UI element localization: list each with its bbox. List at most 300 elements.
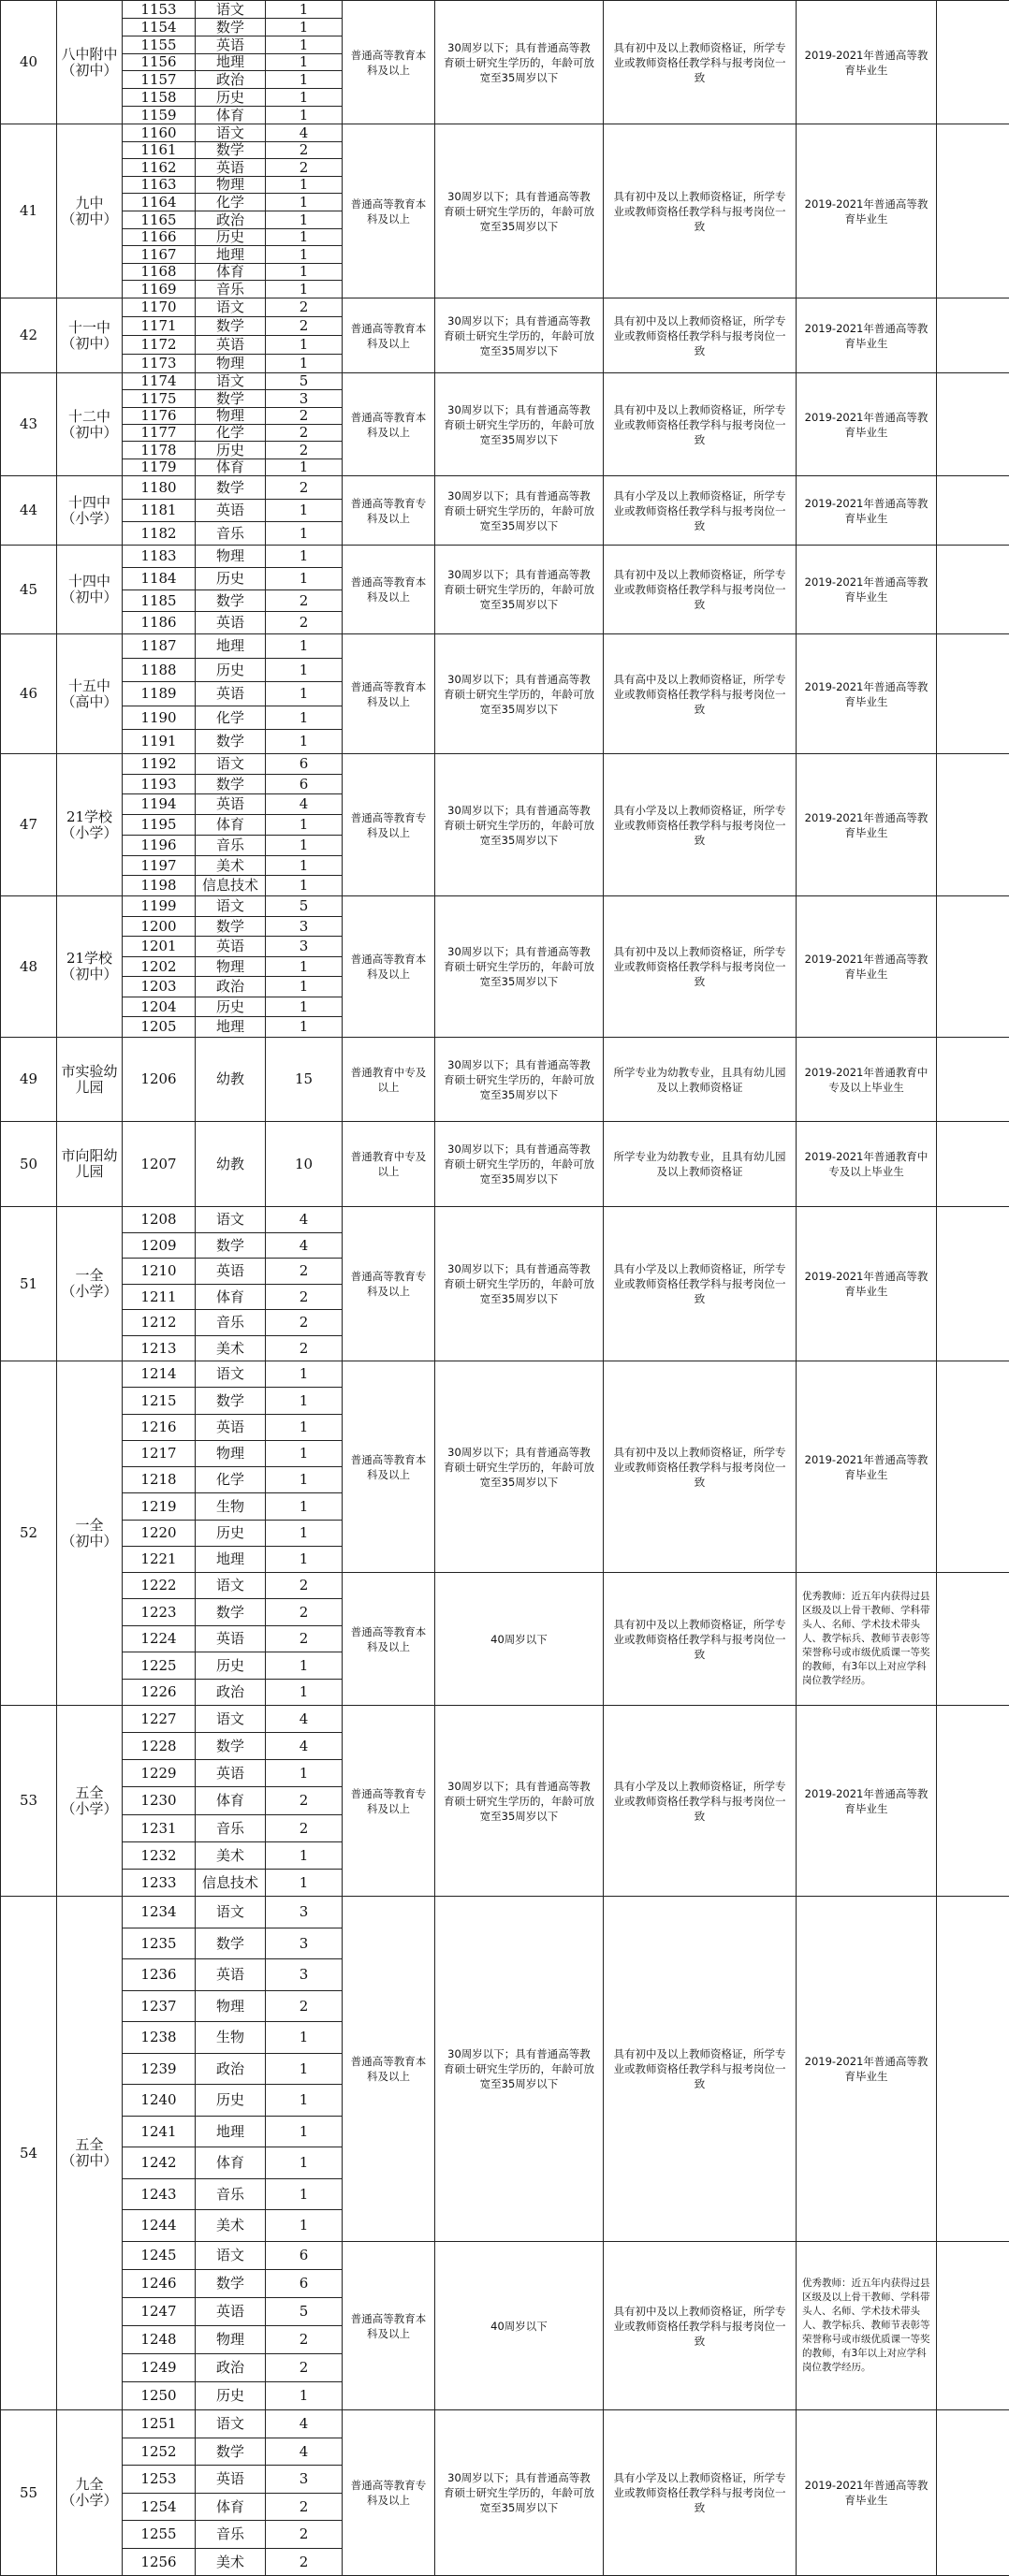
post-count: 2 <box>265 2325 343 2354</box>
subject: 英语 <box>195 1958 266 1991</box>
post-count: 2 <box>265 2520 343 2549</box>
post-code: 1171 <box>122 316 196 336</box>
post-code: 1234 <box>122 1896 196 1928</box>
post-code: 1241 <box>122 2116 196 2147</box>
age-requirement: 30周岁以下；具有普通高等教育硕士研究生学历的，年龄可放宽至35周岁以下 <box>434 1705 604 1897</box>
post-code: 1209 <box>122 1232 196 1259</box>
post-count: 1 <box>265 193 343 211</box>
post-code: 1213 <box>122 1335 196 1361</box>
post-count: 1 <box>265 567 343 590</box>
remark-cell <box>936 1896 1009 2242</box>
age-requirement: 30周岁以下；具有普通高等教育硕士研究生学历的，年龄可放宽至35周岁以下 <box>434 298 604 373</box>
post-code: 1254 <box>122 2493 196 2521</box>
school-name: 八中附中 （初中） <box>56 0 123 124</box>
subject: 数学 <box>195 2269 266 2298</box>
school-name: 一全 （小学） <box>56 1206 123 1361</box>
group-index: 46 <box>0 633 57 754</box>
subject: 化学 <box>195 193 266 211</box>
subject: 音乐 <box>195 835 266 856</box>
remark-cell <box>936 1206 1009 1361</box>
post-code: 1178 <box>122 441 196 459</box>
post-code: 1160 <box>122 124 196 142</box>
post-code: 1169 <box>122 280 196 298</box>
certificate-requirement: 具有高中及以上教师资格证，所学专业或教师资格任教学科与报考岗位一致 <box>603 633 797 754</box>
subject: 物理 <box>195 956 266 977</box>
subject: 物理 <box>195 1440 266 1467</box>
subject: 体育 <box>195 458 266 476</box>
post-code: 1242 <box>122 2147 196 2179</box>
post-count: 2 <box>265 1814 343 1842</box>
post-code: 1256 <box>122 2548 196 2576</box>
subject: 地理 <box>195 245 266 264</box>
post-count: 3 <box>265 1928 343 1959</box>
subject: 物理 <box>195 407 266 425</box>
age-requirement: 30周岁以下；具有普通高等教育硕士研究生学历的，年龄可放宽至35周岁以下 <box>434 475 604 546</box>
subject: 语文 <box>195 372 266 390</box>
other-requirement: 2019-2021年普通高等教育毕业生 <box>796 124 937 298</box>
subject: 英语 <box>195 611 266 634</box>
post-code: 1246 <box>122 2269 196 2298</box>
subject: 语文 <box>195 895 266 917</box>
post-count: 1 <box>265 633 343 659</box>
subject: 英语 <box>195 936 266 957</box>
post-count: 2 <box>265 441 343 459</box>
certificate-requirement: 所学专业为幼教专业，且具有幼儿园及以上教师资格证 <box>603 1037 797 1122</box>
age-requirement: 30周岁以下；具有普通高等教育硕士研究生学历的，年龄可放宽至35周岁以下 <box>434 545 604 634</box>
subject: 音乐 <box>195 2520 266 2549</box>
post-code: 1157 <box>122 70 196 89</box>
subject: 语文 <box>195 2241 266 2270</box>
subject: 幼教 <box>195 1121 266 1207</box>
post-code: 1217 <box>122 1440 196 1467</box>
remark-cell <box>936 1361 1009 1573</box>
post-count: 3 <box>265 936 343 957</box>
post-count: 2 <box>265 1625 343 1652</box>
subject: 音乐 <box>195 1309 266 1336</box>
post-code: 1225 <box>122 1652 196 1680</box>
group-index: 43 <box>0 372 57 476</box>
subject: 数学 <box>195 475 266 500</box>
age-requirement: 30周岁以下；具有普通高等教育硕士研究生学历的，年龄可放宽至35周岁以下 <box>434 1896 604 2242</box>
post-code: 1252 <box>122 2438 196 2466</box>
subject: 英语 <box>195 1258 266 1285</box>
age-requirement: 30周岁以下；具有普通高等教育硕士研究生学历的，年龄可放宽至35周岁以下 <box>434 372 604 476</box>
subject: 数学 <box>195 729 266 754</box>
education-requirement: 普通高等教育专科及以上 <box>342 475 435 546</box>
post-code: 1197 <box>122 855 196 876</box>
subject: 美术 <box>195 1335 266 1361</box>
subject: 数学 <box>195 1928 266 1959</box>
post-code: 1216 <box>122 1414 196 1441</box>
post-count: 1 <box>265 997 343 1017</box>
post-code: 1243 <box>122 2178 196 2210</box>
post-count: 1 <box>265 53 343 71</box>
post-code: 1170 <box>122 298 196 317</box>
post-count: 10 <box>265 1121 343 1207</box>
post-code: 1190 <box>122 706 196 730</box>
post-count: 2 <box>265 424 343 442</box>
school-name: 市实验幼 儿园 <box>56 1037 123 1122</box>
subject: 数学 <box>195 1232 266 1259</box>
subject: 政治 <box>195 70 266 89</box>
post-code: 1206 <box>122 1037 196 1122</box>
subject: 数学 <box>195 141 266 159</box>
post-count: 2 <box>265 1990 343 2022</box>
subject: 英语 <box>195 2465 266 2494</box>
post-count: 4 <box>265 793 343 815</box>
post-count: 1 <box>265 228 343 246</box>
certificate-requirement: 具有初中及以上教师资格证，所学专业或教师资格任教学科与报考岗位一致 <box>603 895 797 1038</box>
subject: 音乐 <box>195 280 266 298</box>
other-requirement: 2019-2021年普通高等教育毕业生 <box>796 475 937 546</box>
age-requirement: 30周岁以下；具有普通高等教育硕士研究生学历的，年龄可放宽至35周岁以下 <box>434 124 604 298</box>
post-count: 1 <box>265 211 343 229</box>
school-name: 十四中 （小学） <box>56 475 123 546</box>
post-count: 1 <box>265 2116 343 2147</box>
school-name: 市向阳幼 儿园 <box>56 1121 123 1207</box>
other-requirement: 2019-2021年普通高等教育毕业生 <box>796 1896 937 2242</box>
subject: 物理 <box>195 176 266 194</box>
subject: 体育 <box>195 814 266 836</box>
post-count: 1 <box>265 681 343 706</box>
post-count: 1 <box>265 2084 343 2117</box>
post-count: 2 <box>265 141 343 159</box>
post-count: 1 <box>265 18 343 36</box>
post-count: 5 <box>265 2297 343 2326</box>
post-count: 2 <box>265 1786 343 1815</box>
subject: 英语 <box>195 158 266 177</box>
post-count: 1 <box>265 1546 343 1573</box>
post-code: 1207 <box>122 1121 196 1207</box>
subject: 语文 <box>195 2409 266 2438</box>
subject: 语文 <box>195 1361 266 1388</box>
post-count: 1 <box>265 280 343 298</box>
subject: 英语 <box>195 793 266 815</box>
post-count: 1 <box>265 956 343 977</box>
post-code: 1156 <box>122 53 196 71</box>
school-name: 十二中 （初中） <box>56 372 123 476</box>
post-code: 1176 <box>122 407 196 425</box>
post-code: 1255 <box>122 2520 196 2549</box>
post-code: 1204 <box>122 997 196 1017</box>
remark-cell <box>936 124 1009 298</box>
other-requirement: 2019-2021年普通高等教育毕业生 <box>796 372 937 476</box>
post-code: 1205 <box>122 1016 196 1038</box>
post-code: 1235 <box>122 1928 196 1959</box>
subject: 历史 <box>195 567 266 590</box>
post-code: 1200 <box>122 916 196 937</box>
post-count: 1 <box>265 1759 343 1787</box>
post-count: 1 <box>265 814 343 836</box>
post-count: 1 <box>265 1869 343 1897</box>
post-count: 2 <box>265 589 343 612</box>
education-requirement: 普通高等教育本科及以上 <box>342 895 435 1038</box>
subject: 体育 <box>195 1786 266 1815</box>
education-requirement: 普通教育中专及以上 <box>342 1121 435 1207</box>
subject: 英语 <box>195 1625 266 1652</box>
remark-cell <box>936 0 1009 124</box>
post-code: 1184 <box>122 567 196 590</box>
post-code: 1192 <box>122 753 196 775</box>
post-count: 2 <box>265 407 343 425</box>
group-index: 54 <box>0 1896 57 2410</box>
post-count: 2 <box>265 316 343 336</box>
remark-cell <box>936 2409 1009 2576</box>
subject: 英语 <box>195 499 266 522</box>
post-code: 1220 <box>122 1520 196 1547</box>
subject: 语文 <box>195 753 266 775</box>
post-count: 2 <box>265 1258 343 1285</box>
post-code: 1187 <box>122 633 196 659</box>
post-count: 1 <box>265 545 343 568</box>
subject: 历史 <box>195 2381 266 2410</box>
post-count: 1 <box>265 855 343 876</box>
post-code: 1196 <box>122 835 196 856</box>
certificate-requirement: 具有初中及以上教师资格证，所学专业或教师资格任教学科与报考岗位一致 <box>603 1572 797 1706</box>
subject: 数学 <box>195 1387 266 1415</box>
post-code: 1222 <box>122 1572 196 1599</box>
certificate-requirement: 具有小学及以上教师资格证，所学专业或教师资格任教学科与报考岗位一致 <box>603 753 797 896</box>
post-count: 2 <box>265 158 343 177</box>
post-code: 1232 <box>122 1841 196 1870</box>
post-code: 1240 <box>122 2084 196 2117</box>
post-count: 2 <box>265 1284 343 1310</box>
other-requirement: 2019-2021年普通高等教育毕业生 <box>796 2409 937 2576</box>
certificate-requirement: 具有小学及以上教师资格证，所学专业或教师资格任教学科与报考岗位一致 <box>603 1206 797 1361</box>
post-code: 1212 <box>122 1309 196 1336</box>
remark-cell <box>936 2241 1009 2410</box>
certificate-requirement: 具有小学及以上教师资格证，所学专业或教师资格任教学科与报考岗位一致 <box>603 475 797 546</box>
post-count: 1 <box>265 835 343 856</box>
post-count: 3 <box>265 1896 343 1928</box>
age-requirement: 30周岁以下；具有普通高等教育硕士研究生学历的，年龄可放宽至35周岁以下 <box>434 1037 604 1122</box>
post-count: 1 <box>265 2178 343 2210</box>
age-requirement: 40周岁以下 <box>434 2241 604 2410</box>
post-count: 4 <box>265 2438 343 2466</box>
subject: 体育 <box>195 106 266 124</box>
post-code: 1218 <box>122 1466 196 1493</box>
post-count: 2 <box>265 1335 343 1361</box>
post-count: 3 <box>265 1958 343 1991</box>
post-count: 6 <box>265 2269 343 2298</box>
other-requirement: 2019-2021年普通教育中专及以上毕业生 <box>796 1037 937 1122</box>
post-count: 5 <box>265 372 343 390</box>
subject: 地理 <box>195 1546 266 1573</box>
post-code: 1175 <box>122 389 196 408</box>
school-name: 九全 （小学） <box>56 2409 123 2576</box>
group-index: 44 <box>0 475 57 546</box>
age-requirement: 30周岁以下；具有普通高等教育硕士研究生学历的，年龄可放宽至35周岁以下 <box>434 895 604 1038</box>
certificate-requirement: 具有初中及以上教师资格证，所学专业或教师资格任教学科与报考岗位一致 <box>603 124 797 298</box>
subject: 历史 <box>195 88 266 107</box>
education-requirement: 普通高等教育本科及以上 <box>342 1896 435 2242</box>
age-requirement: 30周岁以下；具有普通高等教育硕士研究生学历的，年龄可放宽至35周岁以下 <box>434 1121 604 1207</box>
post-count: 2 <box>265 611 343 634</box>
post-code: 1251 <box>122 2409 196 2438</box>
post-count: 6 <box>265 774 343 794</box>
subject: 历史 <box>195 1652 266 1680</box>
certificate-requirement: 具有初中及以上教师资格证，所学专业或教师资格任教学科与报考岗位一致 <box>603 2241 797 2410</box>
post-code: 1208 <box>122 1206 196 1233</box>
school-name: 21学校 （初中） <box>56 895 123 1038</box>
post-count: 1 <box>265 658 343 682</box>
certificate-requirement: 具有初中及以上教师资格证，所学专业或教师资格任教学科与报考岗位一致 <box>603 1896 797 2242</box>
education-requirement: 普通教育中专及以上 <box>342 1037 435 1122</box>
subject: 物理 <box>195 1990 266 2022</box>
subject: 数学 <box>195 18 266 36</box>
post-code: 1211 <box>122 1284 196 1310</box>
post-code: 1180 <box>122 475 196 500</box>
remark-cell <box>936 298 1009 373</box>
post-count: 1 <box>265 1520 343 1547</box>
subject: 政治 <box>195 1679 266 1706</box>
post-count: 1 <box>265 1652 343 1680</box>
age-requirement: 40周岁以下 <box>434 1572 604 1706</box>
post-code: 1249 <box>122 2353 196 2382</box>
post-count: 1 <box>265 2209 343 2242</box>
subject: 语文 <box>195 298 266 317</box>
post-code: 1247 <box>122 2297 196 2326</box>
post-count: 2 <box>265 2493 343 2521</box>
post-count: 1 <box>265 1679 343 1706</box>
subject: 英语 <box>195 1414 266 1441</box>
other-requirement: 2019-2021年普通高等教育毕业生 <box>796 1206 937 1361</box>
education-requirement: 普通高等教育本科及以上 <box>342 0 435 124</box>
post-code: 1202 <box>122 956 196 977</box>
subject: 化学 <box>195 1466 266 1493</box>
post-code: 1231 <box>122 1814 196 1842</box>
post-count: 1 <box>265 1440 343 1467</box>
post-count: 4 <box>265 1732 343 1760</box>
other-requirement: 2019-2021年普通高等教育毕业生 <box>796 633 937 754</box>
school-name: 十四中 （初中） <box>56 545 123 634</box>
post-code: 1164 <box>122 193 196 211</box>
post-code: 1174 <box>122 372 196 390</box>
group-index: 52 <box>0 1361 57 1706</box>
age-requirement: 30周岁以下；具有普通高等教育硕士研究生学历的，年龄可放宽至35周岁以下 <box>434 633 604 754</box>
post-count: 1 <box>265 1414 343 1441</box>
group-index: 45 <box>0 545 57 634</box>
subject: 地理 <box>195 1016 266 1038</box>
certificate-requirement: 具有初中及以上教师资格证，所学专业或教师资格任教学科与报考岗位一致 <box>603 0 797 124</box>
post-count: 4 <box>265 124 343 142</box>
post-code: 1182 <box>122 521 196 546</box>
post-count: 1 <box>265 335 343 355</box>
post-count: 1 <box>265 875 343 896</box>
group-index: 50 <box>0 1121 57 1207</box>
group-index: 55 <box>0 2409 57 2576</box>
subject: 英语 <box>195 36 266 54</box>
post-count: 1 <box>265 2147 343 2179</box>
subject: 音乐 <box>195 1814 266 1842</box>
post-count: 1 <box>265 1361 343 1388</box>
group-index: 42 <box>0 298 57 373</box>
other-requirement: 2019-2021年普通高等教育毕业生 <box>796 298 937 373</box>
post-code: 1166 <box>122 228 196 246</box>
remark-cell <box>936 753 1009 896</box>
other-requirement: 2019-2021年普通高等教育毕业生 <box>796 895 937 1038</box>
post-code: 1210 <box>122 1258 196 1285</box>
age-requirement: 30周岁以下；具有普通高等教育硕士研究生学历的，年龄可放宽至35周岁以下 <box>434 1361 604 1573</box>
post-count: 6 <box>265 2241 343 2270</box>
subject: 语文 <box>195 1206 266 1233</box>
age-requirement: 30周岁以下；具有普通高等教育硕士研究生学历的，年龄可放宽至35周岁以下 <box>434 0 604 124</box>
post-code: 1194 <box>122 793 196 815</box>
post-code: 1165 <box>122 211 196 229</box>
remark-cell <box>936 372 1009 476</box>
group-index: 48 <box>0 895 57 1038</box>
certificate-requirement: 所学专业为幼教专业，且具有幼儿园及以上教师资格证 <box>603 1121 797 1207</box>
post-count: 2 <box>265 1598 343 1626</box>
post-code: 1159 <box>122 106 196 124</box>
post-code: 1245 <box>122 2241 196 2270</box>
post-code: 1233 <box>122 1869 196 1897</box>
post-code: 1167 <box>122 245 196 264</box>
subject: 音乐 <box>195 2178 266 2210</box>
other-requirement: 优秀教师：近五年内获得过县区级及以上骨干教师、学科带头人、名师、学术技术带头人、教学标兵、教师节表彰等荣誉称号或市级优质课一等奖的教师，有3年以上对应学科岗位教学经历。 <box>796 2241 937 2410</box>
subject: 数学 <box>195 774 266 794</box>
remark-cell <box>936 1121 1009 1207</box>
post-code: 1154 <box>122 18 196 36</box>
remark-cell <box>936 633 1009 754</box>
post-code: 1179 <box>122 458 196 476</box>
subject: 政治 <box>195 2353 266 2382</box>
subject: 语文 <box>195 0 266 19</box>
subject: 政治 <box>195 976 266 997</box>
post-code: 1188 <box>122 658 196 682</box>
post-count: 1 <box>265 1492 343 1521</box>
subject: 历史 <box>195 997 266 1017</box>
certificate-requirement: 具有小学及以上教师资格证，所学专业或教师资格任教学科与报考岗位一致 <box>603 1705 797 1897</box>
subject: 体育 <box>195 1284 266 1310</box>
post-code: 1237 <box>122 1990 196 2022</box>
post-count: 1 <box>265 976 343 997</box>
post-code: 1199 <box>122 895 196 917</box>
education-requirement: 普通高等教育本科及以上 <box>342 124 435 298</box>
school-name: 十一中 （初中） <box>56 298 123 373</box>
post-code: 1158 <box>122 88 196 107</box>
post-count: 1 <box>265 706 343 730</box>
age-requirement: 30周岁以下；具有普通高等教育硕士研究生学历的，年龄可放宽至35周岁以下 <box>434 753 604 896</box>
post-code: 1239 <box>122 2053 196 2085</box>
subject: 政治 <box>195 2053 266 2085</box>
post-code: 1155 <box>122 36 196 54</box>
post-count: 4 <box>265 1206 343 1233</box>
post-code: 1253 <box>122 2465 196 2494</box>
subject: 生物 <box>195 1492 266 1521</box>
subject: 英语 <box>195 1759 266 1787</box>
subject: 政治 <box>195 211 266 229</box>
remark-cell <box>936 1572 1009 1706</box>
subject: 化学 <box>195 706 266 730</box>
subject: 体育 <box>195 263 266 281</box>
remark-cell <box>936 895 1009 1038</box>
post-count: 4 <box>265 2409 343 2438</box>
post-count: 1 <box>265 2053 343 2085</box>
subject: 历史 <box>195 658 266 682</box>
post-count: 1 <box>265 1387 343 1415</box>
post-count: 1 <box>265 0 343 19</box>
group-index: 41 <box>0 124 57 298</box>
post-code: 1193 <box>122 774 196 794</box>
post-code: 1248 <box>122 2325 196 2354</box>
subject: 体育 <box>195 2493 266 2521</box>
subject: 英语 <box>195 681 266 706</box>
subject: 历史 <box>195 1520 266 1547</box>
post-code: 1228 <box>122 1732 196 1760</box>
subject: 历史 <box>195 2084 266 2117</box>
post-code: 1198 <box>122 875 196 896</box>
